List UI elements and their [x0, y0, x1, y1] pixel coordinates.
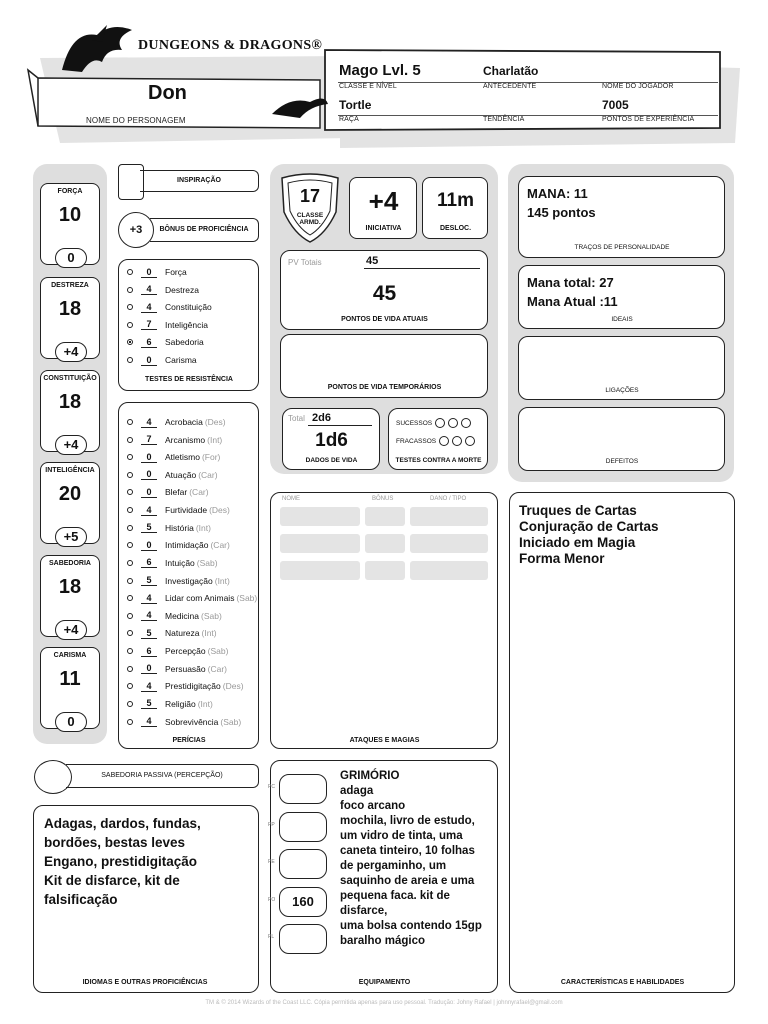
skill-name: Lidar com Animais	[165, 593, 235, 604]
attack-name-field[interactable]	[280, 507, 360, 526]
features-label: CARACTERÍSTICAS E HABILIDADES	[560, 979, 685, 986]
proficiency-checkbox[interactable]	[127, 666, 133, 672]
hit-dice-total-label: Total	[288, 414, 305, 423]
ability-charisma	[40, 647, 100, 729]
proficiency-checkbox[interactable]	[127, 542, 133, 548]
skill-name: Prestidigitação	[165, 681, 221, 692]
hp-current-value[interactable]: 45	[372, 282, 397, 305]
saving-throw-name: Constituição	[165, 302, 212, 313]
coin-field[interactable]	[279, 849, 327, 879]
proficiency-checkbox[interactable]	[127, 630, 133, 636]
skill-value[interactable]: 5	[141, 698, 157, 709]
proficiency-bonus-value[interactable]: +3	[118, 212, 154, 248]
ability-name: SABEDORIA	[48, 560, 91, 567]
coin-label: PC	[268, 784, 275, 790]
coin-label: PP	[268, 821, 275, 828]
ability-score[interactable]: 18	[58, 391, 82, 413]
armor-class-value[interactable]: 17	[299, 186, 321, 206]
personality-label: TRAÇOS DE PERSONALIDADE	[574, 244, 670, 251]
skill-value[interactable]: 5	[141, 522, 157, 533]
race-value[interactable]: Tortle	[339, 98, 372, 112]
ability-modifier[interactable]: +4	[55, 435, 87, 455]
coin-field[interactable]	[279, 812, 327, 842]
proficiency-checkbox[interactable]	[127, 701, 133, 707]
ideals-label: IDEAIS	[611, 316, 633, 323]
proficiency-checkbox[interactable]	[127, 719, 133, 725]
saving-throw-value[interactable]: 4	[141, 302, 157, 313]
hp-max-label: PV Totais	[288, 258, 322, 267]
skill-attribute: (Int)	[197, 698, 213, 709]
proficiency-bonus-label: BÔNUS DE PROFICIÊNCIA	[150, 218, 259, 242]
skill-name: Arcanismo	[165, 434, 206, 445]
ability-strength	[40, 183, 100, 265]
character-name-label: NOME DO PERSONAGEM	[86, 116, 186, 125]
success-checkbox-2[interactable]	[448, 418, 458, 428]
ability-modifier[interactable]: 0	[55, 248, 87, 268]
skill-attribute: (Car)	[189, 487, 209, 498]
attacks-col-name: NOME	[282, 496, 300, 502]
skill-attribute: (Car)	[210, 540, 230, 551]
skill-name: Intimidação	[165, 540, 209, 551]
proficiency-checkbox[interactable]	[127, 287, 133, 293]
skill-row	[127, 537, 230, 553]
alignment-label: TENDÊNCIA	[483, 116, 525, 123]
proficiency-checkbox[interactable]	[127, 269, 133, 275]
ability-score[interactable]: 10	[58, 204, 82, 226]
skill-row	[127, 555, 218, 571]
skill-value[interactable]: 4	[141, 417, 157, 428]
class-level-value[interactable]: Mago Lvl. 5	[339, 62, 421, 79]
skill-row	[127, 678, 244, 694]
skill-name: Investigação	[165, 575, 213, 586]
coin-field[interactable]	[279, 924, 327, 954]
saving-throw-value[interactable]: 0	[141, 355, 157, 366]
hp-max-value[interactable]: 45	[366, 255, 379, 267]
skill-attribute: (Sab)	[220, 716, 242, 727]
attacks-label: ATAQUES E MAGIAS	[349, 737, 420, 744]
coin-field[interactable]	[279, 774, 327, 804]
equipment-text[interactable]: GRIMÓRIO adaga foco arcano mochila, livro de estudo, um vidro de tinta, uma caneta tinteiro, 10 folhas de pergaminho, um saquinho de areia e uma pequena faca. kit de disfarce, uma bolsa contendo 15gp baralho mágico	[340, 770, 482, 947]
saving-throw-name: Carisma	[165, 355, 197, 365]
ability-name: CONSTITUIÇÃO	[43, 375, 97, 382]
proficiency-checkbox[interactable]	[127, 595, 133, 601]
proficiency-checkbox[interactable]	[127, 419, 133, 425]
speed-label: DESLOC.	[439, 225, 472, 232]
ability-modifier[interactable]: +4	[55, 342, 87, 362]
skill-row	[127, 608, 222, 624]
logo-text: DUNGEONS & DRAGONS®	[138, 38, 323, 53]
skill-name: Percepção	[165, 646, 206, 657]
proficiency-checkbox[interactable]	[127, 525, 133, 531]
skill-row	[127, 449, 220, 465]
skill-value[interactable]: 5	[141, 628, 157, 639]
speed-value[interactable]: 11m	[437, 190, 474, 211]
death-saves-successes-label: SUCESSOS	[396, 419, 433, 427]
skill-value[interactable]: 4	[141, 681, 157, 692]
hit-dice-label: DADOS DE VIDA	[305, 457, 358, 464]
attack-bonus-field[interactable]	[365, 507, 405, 526]
languages-text[interactable]: Adagas, dardos, fundas, bordões, bestas leves Engano, prestidigitação Kit de disfarce, kit de falsificação	[44, 816, 201, 907]
saving-throw-value[interactable]: 6	[141, 337, 157, 348]
class-level-label: CLASSE E NÍVEL	[339, 83, 397, 90]
attack-damage-field[interactable]	[410, 507, 488, 526]
skill-row	[127, 414, 226, 430]
coin-field[interactable]: 160	[279, 887, 327, 917]
skill-value[interactable]: 4	[141, 505, 157, 516]
skill-row	[127, 520, 211, 536]
skill-name: Intuição	[165, 557, 195, 568]
skill-attribute: (Int)	[214, 575, 230, 586]
skill-row	[127, 467, 218, 483]
ability-intelligence	[40, 462, 100, 544]
skill-attribute: (Int)	[201, 628, 217, 639]
saving-throw-row	[127, 264, 187, 280]
proficiency-checkbox[interactable]	[127, 304, 133, 310]
attack-bonus-field[interactable]	[365, 534, 405, 553]
skill-name: História	[165, 522, 194, 533]
proficiency-checkbox[interactable]	[127, 507, 133, 513]
skill-name: Natureza	[165, 628, 200, 639]
hp-current-label: PONTOS DE VIDA ATUAIS	[341, 316, 428, 323]
ability-score[interactable]: 18	[58, 576, 82, 598]
ability-score[interactable]: 20	[58, 483, 82, 505]
armor-class-label: CLASSE ARMD.	[296, 212, 324, 226]
attack-damage-field[interactable]	[410, 561, 488, 580]
skill-value[interactable]: 4	[141, 716, 157, 727]
skill-name: Blefar	[165, 487, 188, 498]
skill-attribute: (Sab)	[207, 646, 229, 657]
attacks-panel	[270, 492, 498, 749]
saving-throw-name: Destreza	[165, 284, 200, 295]
skill-name: Atuação	[165, 469, 197, 480]
saving-throw-name: Sabedoria	[165, 337, 204, 348]
initiative-value[interactable]: +4	[368, 186, 399, 216]
saving-throw-row	[127, 334, 204, 350]
skill-attribute: (Sab)	[236, 593, 258, 604]
skill-attribute: (For)	[201, 452, 221, 463]
skill-attribute: (Car)	[207, 663, 227, 674]
ability-modifier[interactable]: 0	[55, 712, 87, 732]
saving-throw-row	[127, 282, 199, 298]
skill-value[interactable]: 0	[141, 663, 157, 674]
ability-name: FORÇA	[57, 188, 83, 195]
death-saves-failures	[396, 436, 475, 446]
skill-value[interactable]: 7	[141, 434, 157, 445]
features-panel	[509, 492, 735, 993]
skill-value[interactable]: 5	[141, 575, 157, 586]
shield-icon	[278, 172, 342, 244]
skills-title: PERÍCIAS	[172, 737, 206, 744]
xp-label: PONTOS DE EXPERIÊNCIA	[602, 116, 695, 123]
saving-throw-name: Força	[165, 267, 187, 277]
skill-name: Persuasão	[165, 663, 206, 674]
proficiency-checkbox[interactable]	[127, 489, 133, 495]
character-name[interactable]: Don	[148, 82, 187, 104]
saving-throw-row	[127, 299, 212, 315]
hit-dice-value[interactable]: 1d6	[315, 430, 348, 451]
skill-row	[127, 643, 228, 659]
attacks-col-bonus: BÔNUS	[372, 496, 394, 502]
proficiency-checkbox[interactable]	[127, 357, 133, 363]
ability-name: INTELIGÊNCIA	[45, 467, 95, 474]
proficiency-checkbox[interactable]	[127, 472, 133, 478]
death-saves-failures-label: FRACASSOS	[396, 437, 437, 445]
ability-dexterity	[40, 277, 100, 359]
skill-row	[127, 573, 230, 589]
skill-value[interactable]: 4	[141, 610, 157, 621]
saving-throw-name: Inteligência	[165, 319, 209, 330]
ability-score[interactable]: 11	[59, 668, 81, 690]
success-checkbox-3[interactable]	[461, 418, 471, 428]
skill-name: Sobrevivência	[165, 716, 219, 727]
skill-row	[127, 661, 227, 677]
skill-row	[127, 432, 222, 448]
attack-name-field[interactable]	[280, 534, 360, 553]
skill-row	[127, 696, 213, 712]
success-checkbox-1[interactable]	[435, 418, 445, 428]
languages-label: IDIOMAS E OUTRAS PROFICIÊNCIAS	[82, 979, 208, 986]
proficiency-checkbox[interactable]	[127, 683, 133, 689]
saving-throw-value[interactable]: 7	[141, 319, 157, 330]
personality-text[interactable]: MANA: 11 145 pontos	[527, 186, 596, 220]
skill-value[interactable]: 4	[141, 593, 157, 604]
skill-attribute: (Des)	[222, 681, 244, 692]
death-saves-label: TESTES CONTRA A MORTE	[395, 457, 482, 464]
failure-checkbox-2[interactable]	[452, 436, 462, 446]
attack-damage-field[interactable]	[410, 534, 488, 553]
equipment-label: EQUIPAMENTO	[358, 979, 411, 986]
proficiency-checkbox[interactable]	[127, 560, 133, 566]
proficiency-checkbox[interactable]	[127, 437, 133, 443]
skill-row	[127, 484, 209, 500]
skill-row	[127, 714, 241, 730]
dragon-logo-icon	[52, 20, 142, 80]
ability-modifier[interactable]: +4	[55, 620, 87, 640]
skill-name: Medicina	[165, 610, 200, 621]
skill-name: Furtividade	[165, 505, 208, 516]
saving-throws-title: TESTES DE RESISTÊNCIA	[145, 376, 233, 383]
skill-value[interactable]: 0	[141, 487, 157, 498]
attack-bonus-field[interactable]	[365, 561, 405, 580]
skill-attribute: (Des)	[204, 417, 226, 427]
attack-name-field[interactable]	[280, 561, 360, 580]
skill-value[interactable]: 0	[141, 469, 157, 480]
skill-attribute: (Car)	[198, 469, 218, 480]
skill-attribute: (Des)	[209, 505, 230, 516]
proficiency-checkbox[interactable]	[127, 648, 133, 654]
coin-label: PO	[268, 896, 276, 903]
ability-score[interactable]: 18	[58, 298, 82, 320]
background-label: ANTECEDENTE	[483, 83, 537, 90]
saving-throw-value[interactable]: 0	[141, 267, 157, 278]
coin-label: PE	[268, 859, 275, 865]
hit-dice-total-value[interactable]: 2d6	[312, 412, 331, 424]
bonds-label: LIGAÇÕES	[605, 387, 639, 394]
proficiency-checkbox[interactable]	[127, 578, 133, 584]
features-text[interactable]: Truques de Cartas Conjuração de Cartas Iniciado em Magia Forma Menor	[519, 503, 659, 566]
xp-value[interactable]: 7005	[602, 98, 629, 112]
saving-throw-row	[127, 352, 197, 368]
dragon-tail-icon	[270, 92, 330, 122]
ability-name: DESTREZA	[51, 282, 89, 289]
saving-throw-row	[127, 317, 208, 333]
initiative-label: INICIATIVA	[365, 225, 402, 232]
skill-row	[127, 625, 217, 641]
proficiency-checkbox[interactable]	[127, 339, 133, 345]
flaws-label: DEFEITOS	[605, 458, 639, 465]
skill-value[interactable]: 0	[141, 540, 157, 551]
skill-attribute: (Sab)	[201, 610, 222, 621]
coin-label: PL	[268, 934, 275, 940]
skill-attribute: (Int)	[195, 522, 211, 533]
race-label: RAÇA	[339, 116, 359, 123]
background-value[interactable]: Charlatão	[483, 64, 539, 78]
skill-row	[127, 502, 230, 518]
skill-value[interactable]: 6	[141, 646, 157, 657]
death-saves-successes	[396, 418, 471, 428]
skill-attribute: (Int)	[207, 434, 223, 445]
skill-name: Acrobacia	[165, 417, 203, 427]
ability-wisdom	[40, 555, 100, 637]
skill-value[interactable]: 0	[141, 452, 157, 463]
inspiration-label: INSPIRAÇÃO	[140, 170, 259, 192]
saving-throw-value[interactable]: 4	[141, 284, 157, 295]
player-name-label: NOME DO JOGADOR	[602, 83, 674, 90]
ideals-text[interactable]: Mana total: 27 Mana Atual :11	[527, 275, 618, 309]
attacks-col-damage: DANO / TIPO	[430, 496, 467, 502]
failure-checkbox-3[interactable]	[465, 436, 475, 446]
skill-attribute: (Sab)	[196, 557, 218, 568]
temp-hp-label: PONTOS DE VIDA TEMPORÁRIOS	[327, 384, 442, 391]
proficiency-checkbox[interactable]	[127, 454, 133, 460]
copyright-footer: TM & © 2014 Wizards of the Coast LLC. Cópia permitida apenas para uso pessoal. Tradução: Johny Rafael | johnnyrafael@gmail.com	[205, 1000, 563, 1006]
skill-name: Religião	[165, 698, 196, 709]
proficiency-checkbox[interactable]	[127, 613, 133, 619]
ability-modifier[interactable]: +5	[55, 527, 87, 547]
proficiency-checkbox[interactable]	[127, 322, 133, 328]
passive-wisdom-label: SABEDORIA PASSIVA (PERCEPÇÃO)	[66, 764, 259, 788]
ability-name: CARISMA	[53, 652, 87, 659]
skill-name: Atletismo	[165, 452, 200, 463]
failure-checkbox-1[interactable]	[439, 436, 449, 446]
skill-value[interactable]: 6	[141, 557, 157, 568]
ability-constitution	[40, 370, 100, 452]
skill-row	[127, 590, 257, 606]
